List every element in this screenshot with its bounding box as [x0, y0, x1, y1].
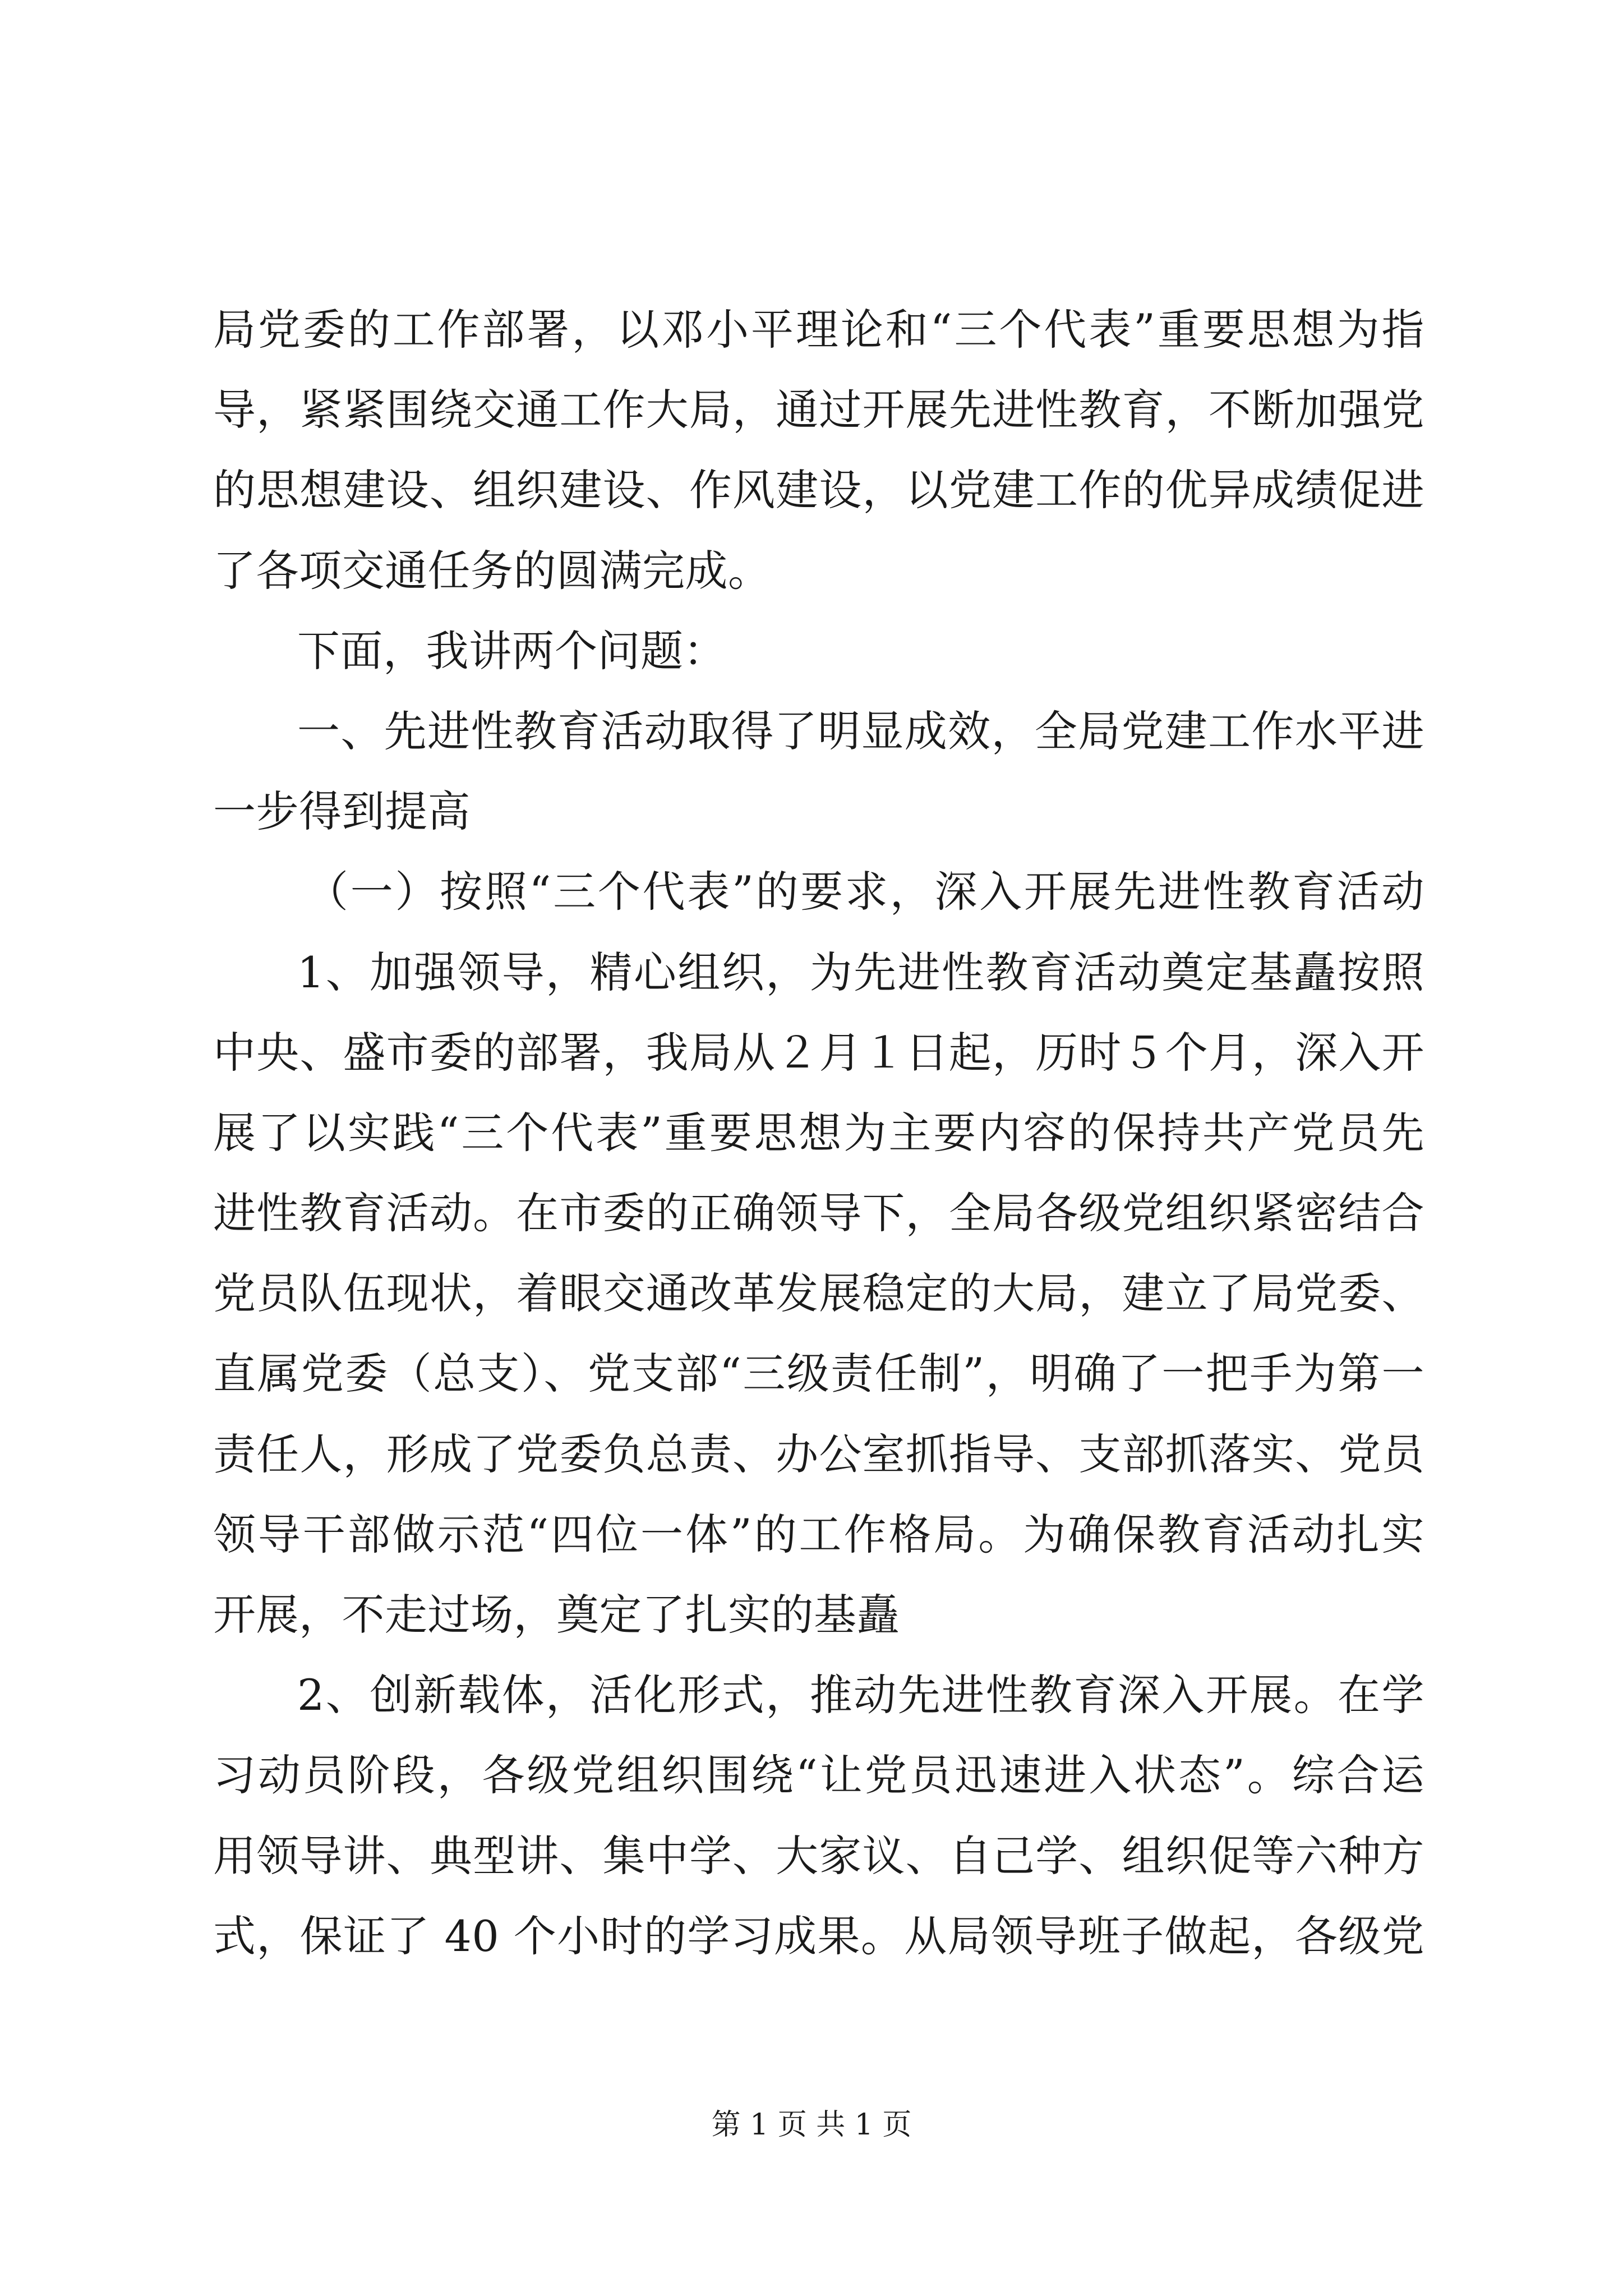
text-line: 开展，不走过场，奠定了扎实的基矗 [213, 1590, 900, 1640]
text-line: 2、创新载体，活化形式，推动先进性教育深入开展。在学 [297, 1670, 1424, 1720]
page-footer [0, 2101, 1623, 2143]
text-line: 式，保证了 40 个小时的学习成果。从局领导班子做起，各级党 [213, 1911, 1424, 1961]
text-line: 进性教育活动。在市委的正确领导下，全局各级党组织紧密结合 [213, 1188, 1424, 1239]
text-line: 习动员阶段，各级党组织围绕“让党员迅速进入状态”。综合运 [213, 1750, 1424, 1801]
text-line: 1、加强领导，精心组织，为先进性教育活动奠定基矗按照 [297, 947, 1424, 997]
text-line: 局党委的工作部署，以邓小平理论和“三个代表”重要思想为指 [213, 305, 1424, 355]
page-number-label: 第 1 页 共 1 页 [711, 2108, 912, 2142]
subsection-heading-line: （一）按照“三个代表”的要求，深入开展先进性教育活动 [306, 867, 1424, 917]
text-line: 领导干部做示范“四位一体”的工作格局。为确保教育活动扎实 [213, 1509, 1424, 1559]
text-line: 直属党委（总支）、党支部“三级责任制”，明确了一把手为第一 [213, 1349, 1424, 1399]
text-line: 展了以实践“三个代表”重要思想为主要内容的保持共产党员先 [213, 1107, 1424, 1158]
text-line: 下面，我讲两个问题： [297, 625, 726, 676]
document-body [213, 289, 1424, 1976]
section-heading-line: 一步得到提高 [213, 786, 471, 837]
text-line: 了各项交通任务的圆满完成。 [213, 545, 771, 596]
text-line: 党员队伍现状，着眼交通改革发展稳定的大局，建立了局党委、 [213, 1268, 1424, 1319]
text-line: 用领导讲、典型讲、集中学、大家议、自己学、组织促等六种方 [213, 1830, 1424, 1881]
text-line: 的思想建设、组织建设、作风建设，以党建工作的优异成绩促进 [213, 465, 1424, 516]
text-line: 导，紧紧围绕交通工作大局，通过开展先进性教育，不断加强党 [213, 385, 1424, 435]
text-line: 责任人，形成了党委负总责、办公室抓指导、支部抓落实、党员 [213, 1429, 1424, 1479]
section-heading-line: 一、先进性教育活动取得了明显成效，全局党建工作水平进 [297, 706, 1424, 756]
text-line: 中央、盛市委的部署，我局从２月１日起，历时５个月，深入开 [213, 1027, 1424, 1078]
